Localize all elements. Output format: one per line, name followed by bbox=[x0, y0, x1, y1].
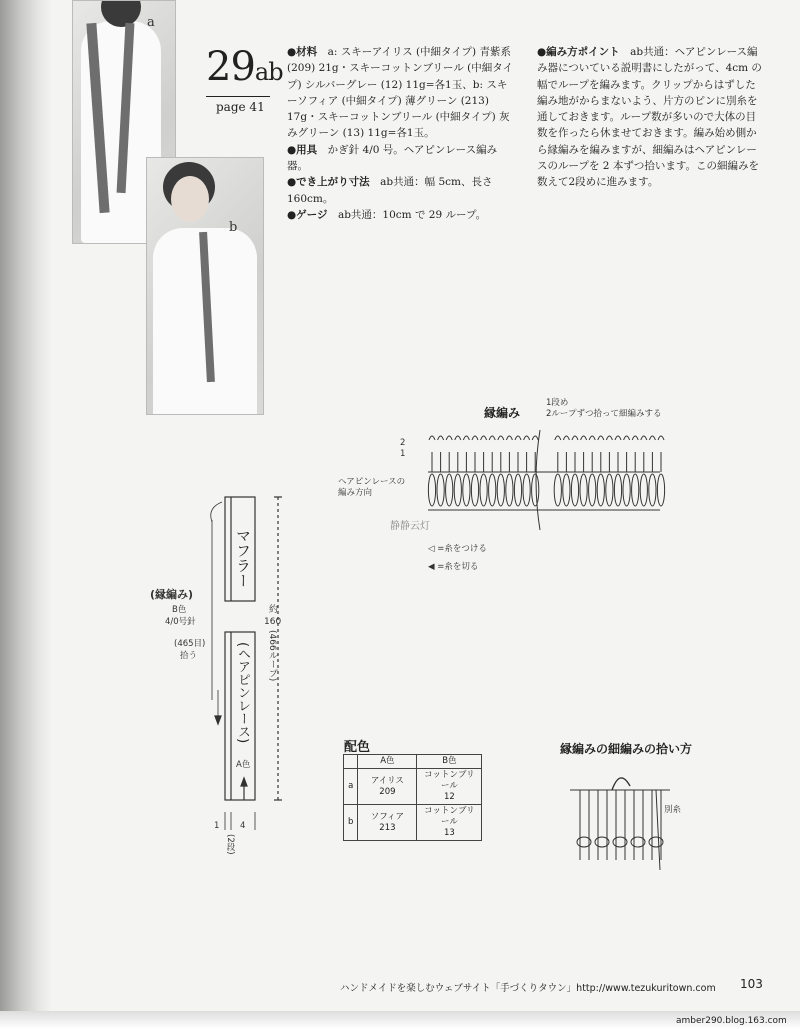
stitch-mark bbox=[497, 474, 504, 506]
stitch-mark bbox=[437, 474, 444, 506]
stitch-mark bbox=[623, 474, 630, 506]
separate-yarn-label: 別糸 bbox=[664, 805, 682, 815]
length-approx: 約 bbox=[267, 604, 277, 613]
photo-a-label: a bbox=[147, 15, 155, 30]
stitch-mark bbox=[429, 436, 435, 440]
stitch-mark bbox=[428, 474, 435, 506]
row-marker-2: 2 bbox=[400, 438, 406, 448]
width-value: 4 bbox=[240, 821, 246, 831]
color-table bbox=[343, 754, 482, 841]
stitch-mark bbox=[614, 474, 621, 506]
stitch-mark bbox=[480, 474, 487, 506]
hairpin-color: A色 bbox=[236, 760, 251, 770]
stitch-mark bbox=[555, 436, 561, 440]
stitch-mark bbox=[624, 436, 630, 440]
stitch-mark bbox=[472, 436, 478, 440]
credit-text: amber290.blog.163.com bbox=[676, 1016, 787, 1026]
stitch-mark bbox=[598, 436, 604, 440]
stitch-mark bbox=[597, 474, 604, 506]
footer-text: ハンドメイドを楽しむウェブサイト「手づくりタウン」http://www.tezukuritown.com bbox=[340, 983, 716, 994]
edge-row1-label: 1段め bbox=[546, 398, 569, 408]
page-reference: page 41 bbox=[216, 100, 265, 114]
pickup-count: (465目) bbox=[174, 639, 206, 649]
stitch-mark bbox=[489, 474, 496, 506]
stitch-mark bbox=[641, 436, 647, 440]
rows-note: (2段) bbox=[225, 834, 235, 855]
hairpin-direction-label-1: ヘアピンレースの bbox=[338, 477, 406, 487]
pickup-mark bbox=[656, 790, 660, 870]
stitch-mark bbox=[438, 436, 444, 440]
stitch-mark bbox=[506, 436, 512, 440]
stitch-mark bbox=[615, 436, 621, 440]
stitch-mark bbox=[649, 474, 656, 506]
stitch-mark bbox=[563, 436, 569, 440]
table-header-row: A色 B色 bbox=[344, 755, 482, 769]
stitch-mark bbox=[471, 474, 478, 506]
stitch-mark bbox=[463, 436, 469, 440]
finished-size-block: ●でき上がり寸法 ab共通：幅 5cm、長さ 160cm。 bbox=[287, 176, 493, 205]
stitch-mark bbox=[640, 474, 647, 506]
stitch-mark bbox=[589, 436, 595, 440]
edge-row1-note: 2ループずつ拾って細編みする bbox=[546, 409, 662, 419]
photo-b-label: b bbox=[229, 220, 238, 235]
pickup-note: 拾う bbox=[180, 651, 198, 661]
stitch-mark bbox=[524, 436, 530, 440]
pickup-diagram-title: 縁編みの細編みの拾い方 bbox=[560, 742, 693, 756]
gauge-block: ●ゲージ ab共通：10cm で 29 ループ。 bbox=[287, 208, 487, 221]
stitch-mark bbox=[632, 474, 639, 506]
length-loops: (466ループ) bbox=[267, 630, 277, 682]
table-row: b ソフィア 213 コットンブリール 13 bbox=[344, 805, 482, 841]
stitch-mark bbox=[446, 436, 452, 440]
row-marker-1: 1 bbox=[400, 449, 406, 459]
stitch-mark bbox=[532, 474, 539, 506]
stitch-mark bbox=[506, 474, 513, 506]
stitch-mark bbox=[572, 436, 578, 440]
stitch-mark bbox=[454, 474, 461, 506]
stitch-mark bbox=[581, 436, 587, 440]
stitch-mark bbox=[606, 474, 613, 506]
instructions-right: ●編み方ポイント ab共通：ヘアピンレース編み器についている説明書にしたがって、4cm の幅でループを編みます。クリップからはずした編み地がからまないよう、片方のピンに別糸を通しておきます。ループ数が多いので大体の目数を作ったら休ませておきます。編み始め側から縁編みを編みますが、細編みはヘアピンレースのループを 2 本ずつ拾います。この細編みを数えて2段めに進みます。 bbox=[537, 46, 762, 189]
stitch-mark bbox=[657, 474, 664, 506]
tools-block: ●用具 かぎ針 4/0 号。ヘアピンレース編み器。 bbox=[287, 143, 498, 173]
color-table-title: 配色 bbox=[344, 740, 371, 755]
edge-chart-title: 縁編み bbox=[484, 406, 521, 420]
pickup-diagram bbox=[570, 778, 670, 870]
pickup-mark bbox=[612, 778, 630, 790]
stitch-mark bbox=[514, 474, 521, 506]
pattern-number: 29ab bbox=[206, 44, 283, 90]
legend-attach: ◁ =糸をつける bbox=[428, 544, 487, 554]
edge-section-label: (縁編み) bbox=[150, 588, 194, 601]
stitch-mark bbox=[589, 474, 596, 506]
stitch-mark bbox=[489, 436, 495, 440]
edge-needle: 4/0号針 bbox=[165, 617, 196, 627]
length-cm: 160 bbox=[264, 617, 282, 627]
stitch-mark bbox=[515, 436, 521, 440]
table-row: a アイリス 209 コットンブリール 12 bbox=[344, 769, 482, 805]
stitch-mark bbox=[632, 436, 638, 440]
rows-count: 1 bbox=[214, 821, 220, 831]
stitch-mark bbox=[606, 436, 612, 440]
stitch-mark bbox=[481, 436, 487, 440]
stitch-mark bbox=[446, 474, 453, 506]
edge-color: B色 bbox=[172, 605, 187, 615]
stitch-mark bbox=[658, 436, 664, 440]
edge-chart-stitches bbox=[428, 430, 665, 530]
scarf-name: マフラー bbox=[234, 528, 252, 588]
stitch-mark bbox=[463, 474, 470, 506]
hairpin-body-label: (ヘアピンレース) bbox=[235, 642, 250, 744]
stitch-mark bbox=[498, 436, 504, 440]
page-number: 103 bbox=[740, 977, 763, 991]
stitch-mark bbox=[455, 436, 461, 440]
stitch-mark bbox=[523, 474, 530, 506]
stitch-mark bbox=[571, 474, 578, 506]
stitch-mark bbox=[580, 474, 587, 506]
stitch-mark bbox=[563, 474, 570, 506]
watermark: 静静云灯 bbox=[390, 521, 430, 532]
stitch-mark bbox=[554, 474, 561, 506]
stitch-mark bbox=[532, 436, 538, 440]
stitch-mark bbox=[649, 436, 655, 440]
materials-block: ●材料 a: スキーアイリス (中細タイプ) 青紫系 (209) 21g・スキーコットンブリール (中細タイプ) シルバーグレー (12) 11g=各1玉、b: スキーソフィア (中細タイプ) 薄グリーン (213) 17g・スキーコットンブリール (中細タイプ) 灰みグリーン (13) 11g=各1玉。 bbox=[287, 46, 514, 140]
hairpin-direction-label-2: 編み方向 bbox=[338, 488, 373, 498]
legend-cut: ◀ =糸を切る bbox=[428, 562, 479, 572]
